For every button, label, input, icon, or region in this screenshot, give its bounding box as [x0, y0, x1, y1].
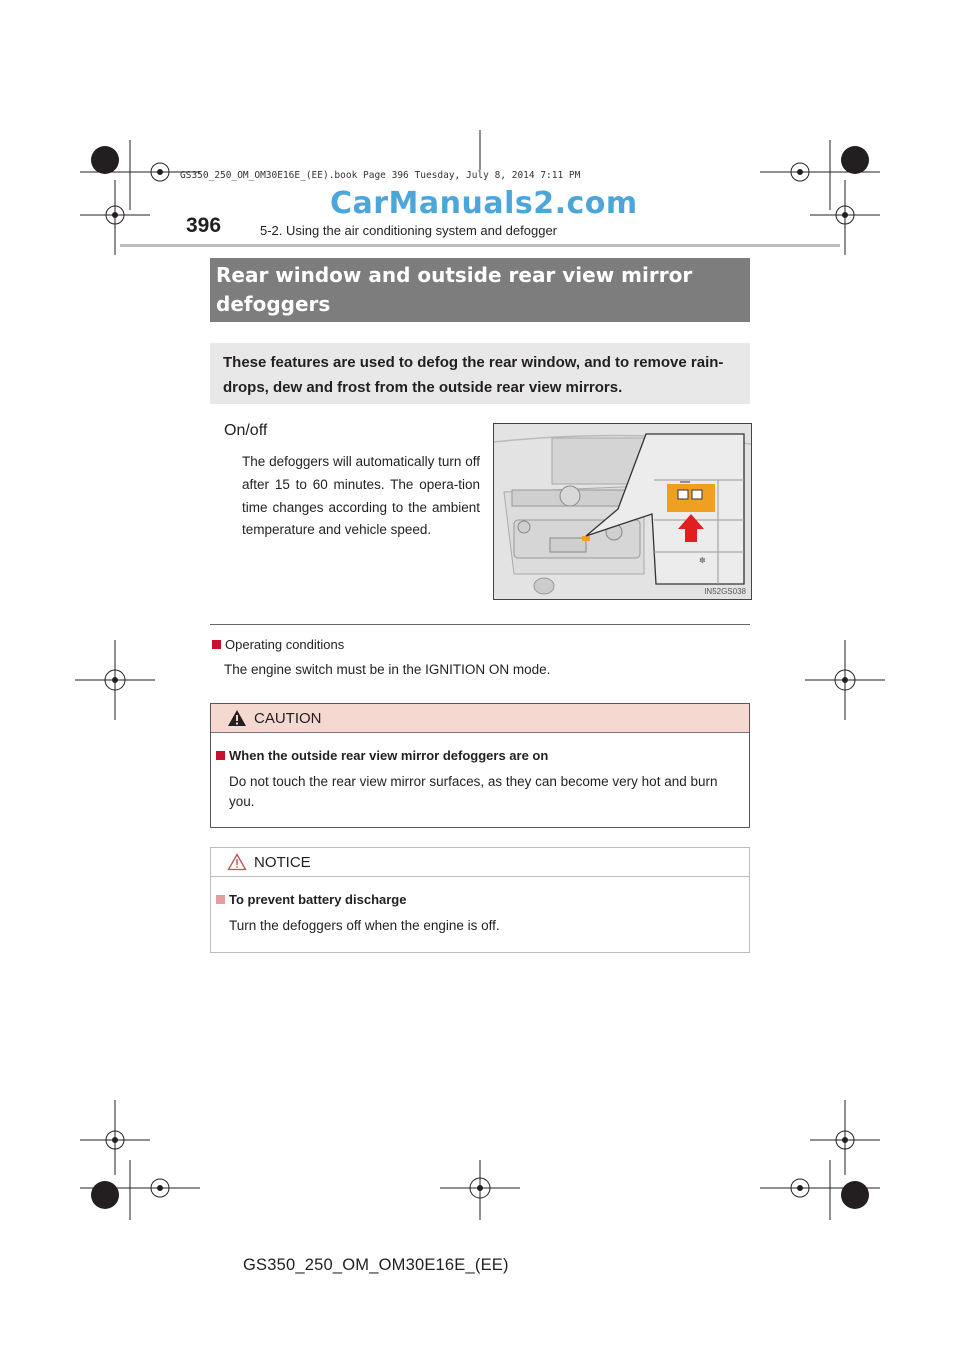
operating-conditions-body: The engine switch must be in the IGNITION ON mode.: [224, 662, 551, 677]
notice-box: [210, 847, 750, 953]
warning-triangle-icon: [227, 709, 247, 727]
title-bar: [210, 258, 750, 322]
notice-header: [211, 848, 749, 877]
square-bullet-icon: [216, 751, 225, 760]
caution-heading: [216, 748, 548, 763]
notice-title: NOTICE: [254, 854, 311, 871]
caution-heading-text: When the outside rear view mirror defoggers are on: [229, 748, 549, 763]
operating-conditions-heading: [212, 637, 344, 652]
intro-text: These features are used to defog the rear window, and to remove rain-drops, dew and frost from the outside rear view mirrors.: [223, 354, 724, 396]
book-info-line: GS350_250_OM_OM30E16E_(EE).book Page 396 Tuesday, July 8, 2014 7:11 PM: [180, 170, 581, 181]
square-bullet-icon: [212, 640, 221, 649]
page-title: Rear window and outside rear view mirror defoggers: [216, 263, 693, 316]
caution-title: CAUTION: [254, 710, 322, 727]
dashboard-drawing: [494, 424, 751, 599]
svg-text:✽: ✽: [699, 556, 706, 565]
section-title: 5-2. Using the air conditioning system and defogger: [260, 223, 558, 238]
caution-header: [211, 704, 749, 733]
onoff-body: The defoggers will automatically turn off after 15 to 60 minutes. The opera-tion time changes according to the ambient temperature and vehicle speed.: [242, 454, 480, 538]
caution-box: [210, 703, 750, 828]
caution-body: Do not touch the rear view mirror surfaces, as they can become very hot and burn you.: [229, 774, 718, 809]
header-rule: [120, 244, 840, 247]
warning-triangle-outline-icon: [227, 853, 247, 871]
notice-heading-text: To prevent battery discharge: [229, 892, 407, 907]
dashboard-illustration: [493, 423, 752, 600]
watermark: CarManuals2.com: [330, 186, 638, 221]
operating-conditions-title: Operating conditions: [225, 637, 345, 652]
figure-code: IN52GS038: [704, 587, 746, 596]
intro-box: [210, 343, 750, 404]
footer-doc-code: GS350_250_OM_OM30E16E_(EE): [243, 1256, 509, 1274]
square-bullet-icon: [216, 895, 225, 904]
onoff-label: On/off: [224, 422, 268, 439]
notice-body: Turn the defoggers off when the engine is off.: [229, 918, 500, 933]
notice-heading: [216, 892, 406, 907]
page-number: 396: [186, 214, 222, 237]
section-rule: [210, 624, 750, 625]
